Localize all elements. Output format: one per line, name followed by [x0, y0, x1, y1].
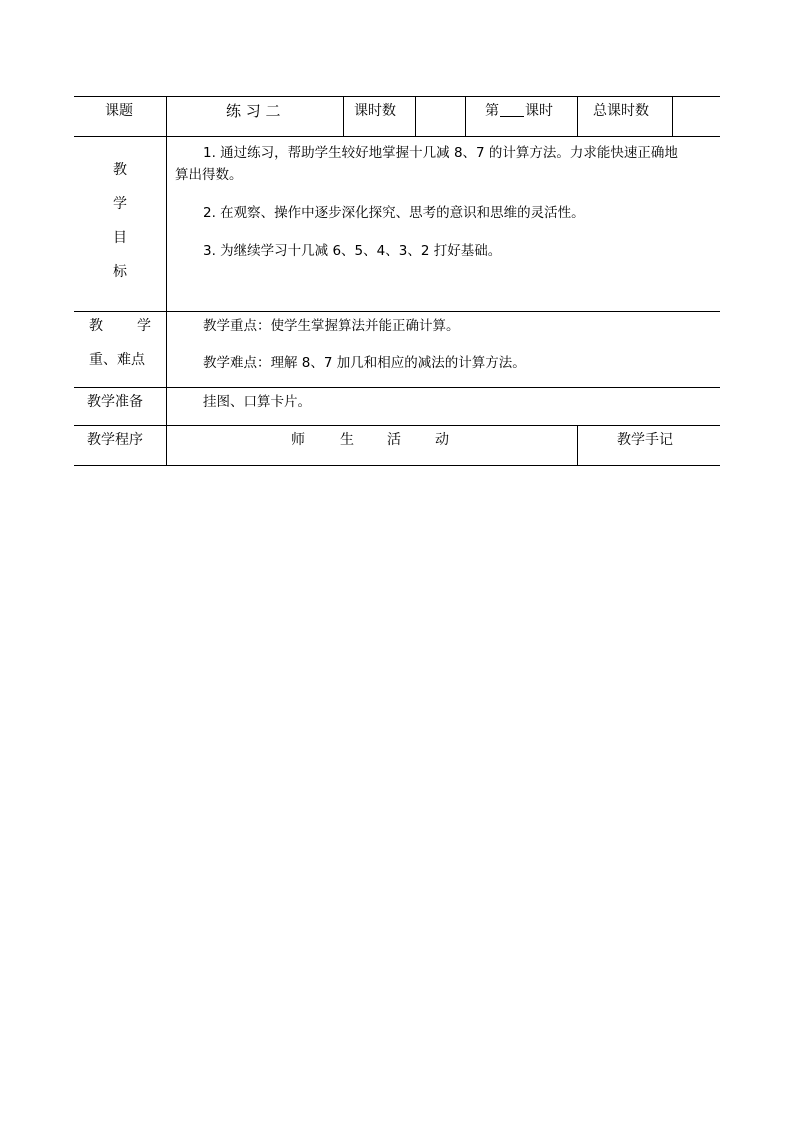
lesson-number: [485, 102, 553, 120]
lesson-prefix: 第: [485, 103, 499, 119]
objectives-label-char: 教: [113, 162, 127, 178]
hours-label: 课时数: [354, 103, 396, 119]
objective-1-line1: 1. 通过练习，帮助学生较好地掌握十几减 8、7 的计算方法。力求能快速正确地: [203, 145, 678, 161]
topic-label: 课题: [105, 103, 133, 119]
preparation-label: 教学准备: [87, 394, 143, 410]
row-divider-3: [74, 387, 720, 388]
topic-value: 练 习 二: [226, 102, 281, 120]
objective-1-line2: 算出得数。: [175, 167, 243, 183]
activity-header-char: 动: [435, 432, 449, 448]
difficulty-text: 教学难点：理解 8、7 加几和相应的减法的计算方法。: [203, 355, 526, 371]
objectives-label-char: 目: [113, 230, 127, 246]
objective-3: 3. 为继续学习十几减 6、5、4、3、2 打好基础。: [203, 243, 502, 259]
key-points-label-line2: 重、难点: [89, 352, 145, 368]
procedure-label: 教学程序: [87, 432, 143, 448]
table-bottom-border: [74, 465, 720, 466]
header-divider-a: [343, 96, 344, 136]
row-divider-1: [74, 136, 720, 137]
row-divider-4: [74, 425, 720, 426]
header-divider-b: [415, 96, 416, 136]
table-top-border: [74, 96, 720, 97]
activity-header-char: 活: [387, 432, 401, 448]
lesson-blank[interactable]: [500, 102, 524, 117]
key-point-text: 教学重点：使学生掌握算法并能正确计算。: [203, 318, 460, 334]
total-hours-label: 总课时数: [593, 103, 649, 119]
objectives-label-char: 学: [113, 196, 127, 212]
objectives-label-char: 标: [113, 264, 127, 280]
header-divider-c: [465, 96, 466, 136]
activity-header-char: 师: [291, 432, 305, 448]
preparation-value: 挂图、口算卡片。: [203, 394, 311, 410]
label-column-divider: [166, 96, 167, 465]
key-points-label-a: 教: [89, 318, 103, 334]
objective-2: 2. 在观察、操作中逐步深化探究、思考的意识和思维的灵活性。: [203, 205, 585, 221]
notes-column-divider: [577, 425, 578, 465]
header-divider-e: [672, 96, 673, 136]
activity-header-char: 生: [340, 432, 354, 448]
lesson-suffix: 课时: [525, 103, 553, 119]
key-points-label-b: 学: [137, 318, 151, 334]
row-divider-2: [74, 311, 720, 312]
notes-label: 教学手记: [617, 432, 673, 448]
header-divider-d: [577, 96, 578, 136]
